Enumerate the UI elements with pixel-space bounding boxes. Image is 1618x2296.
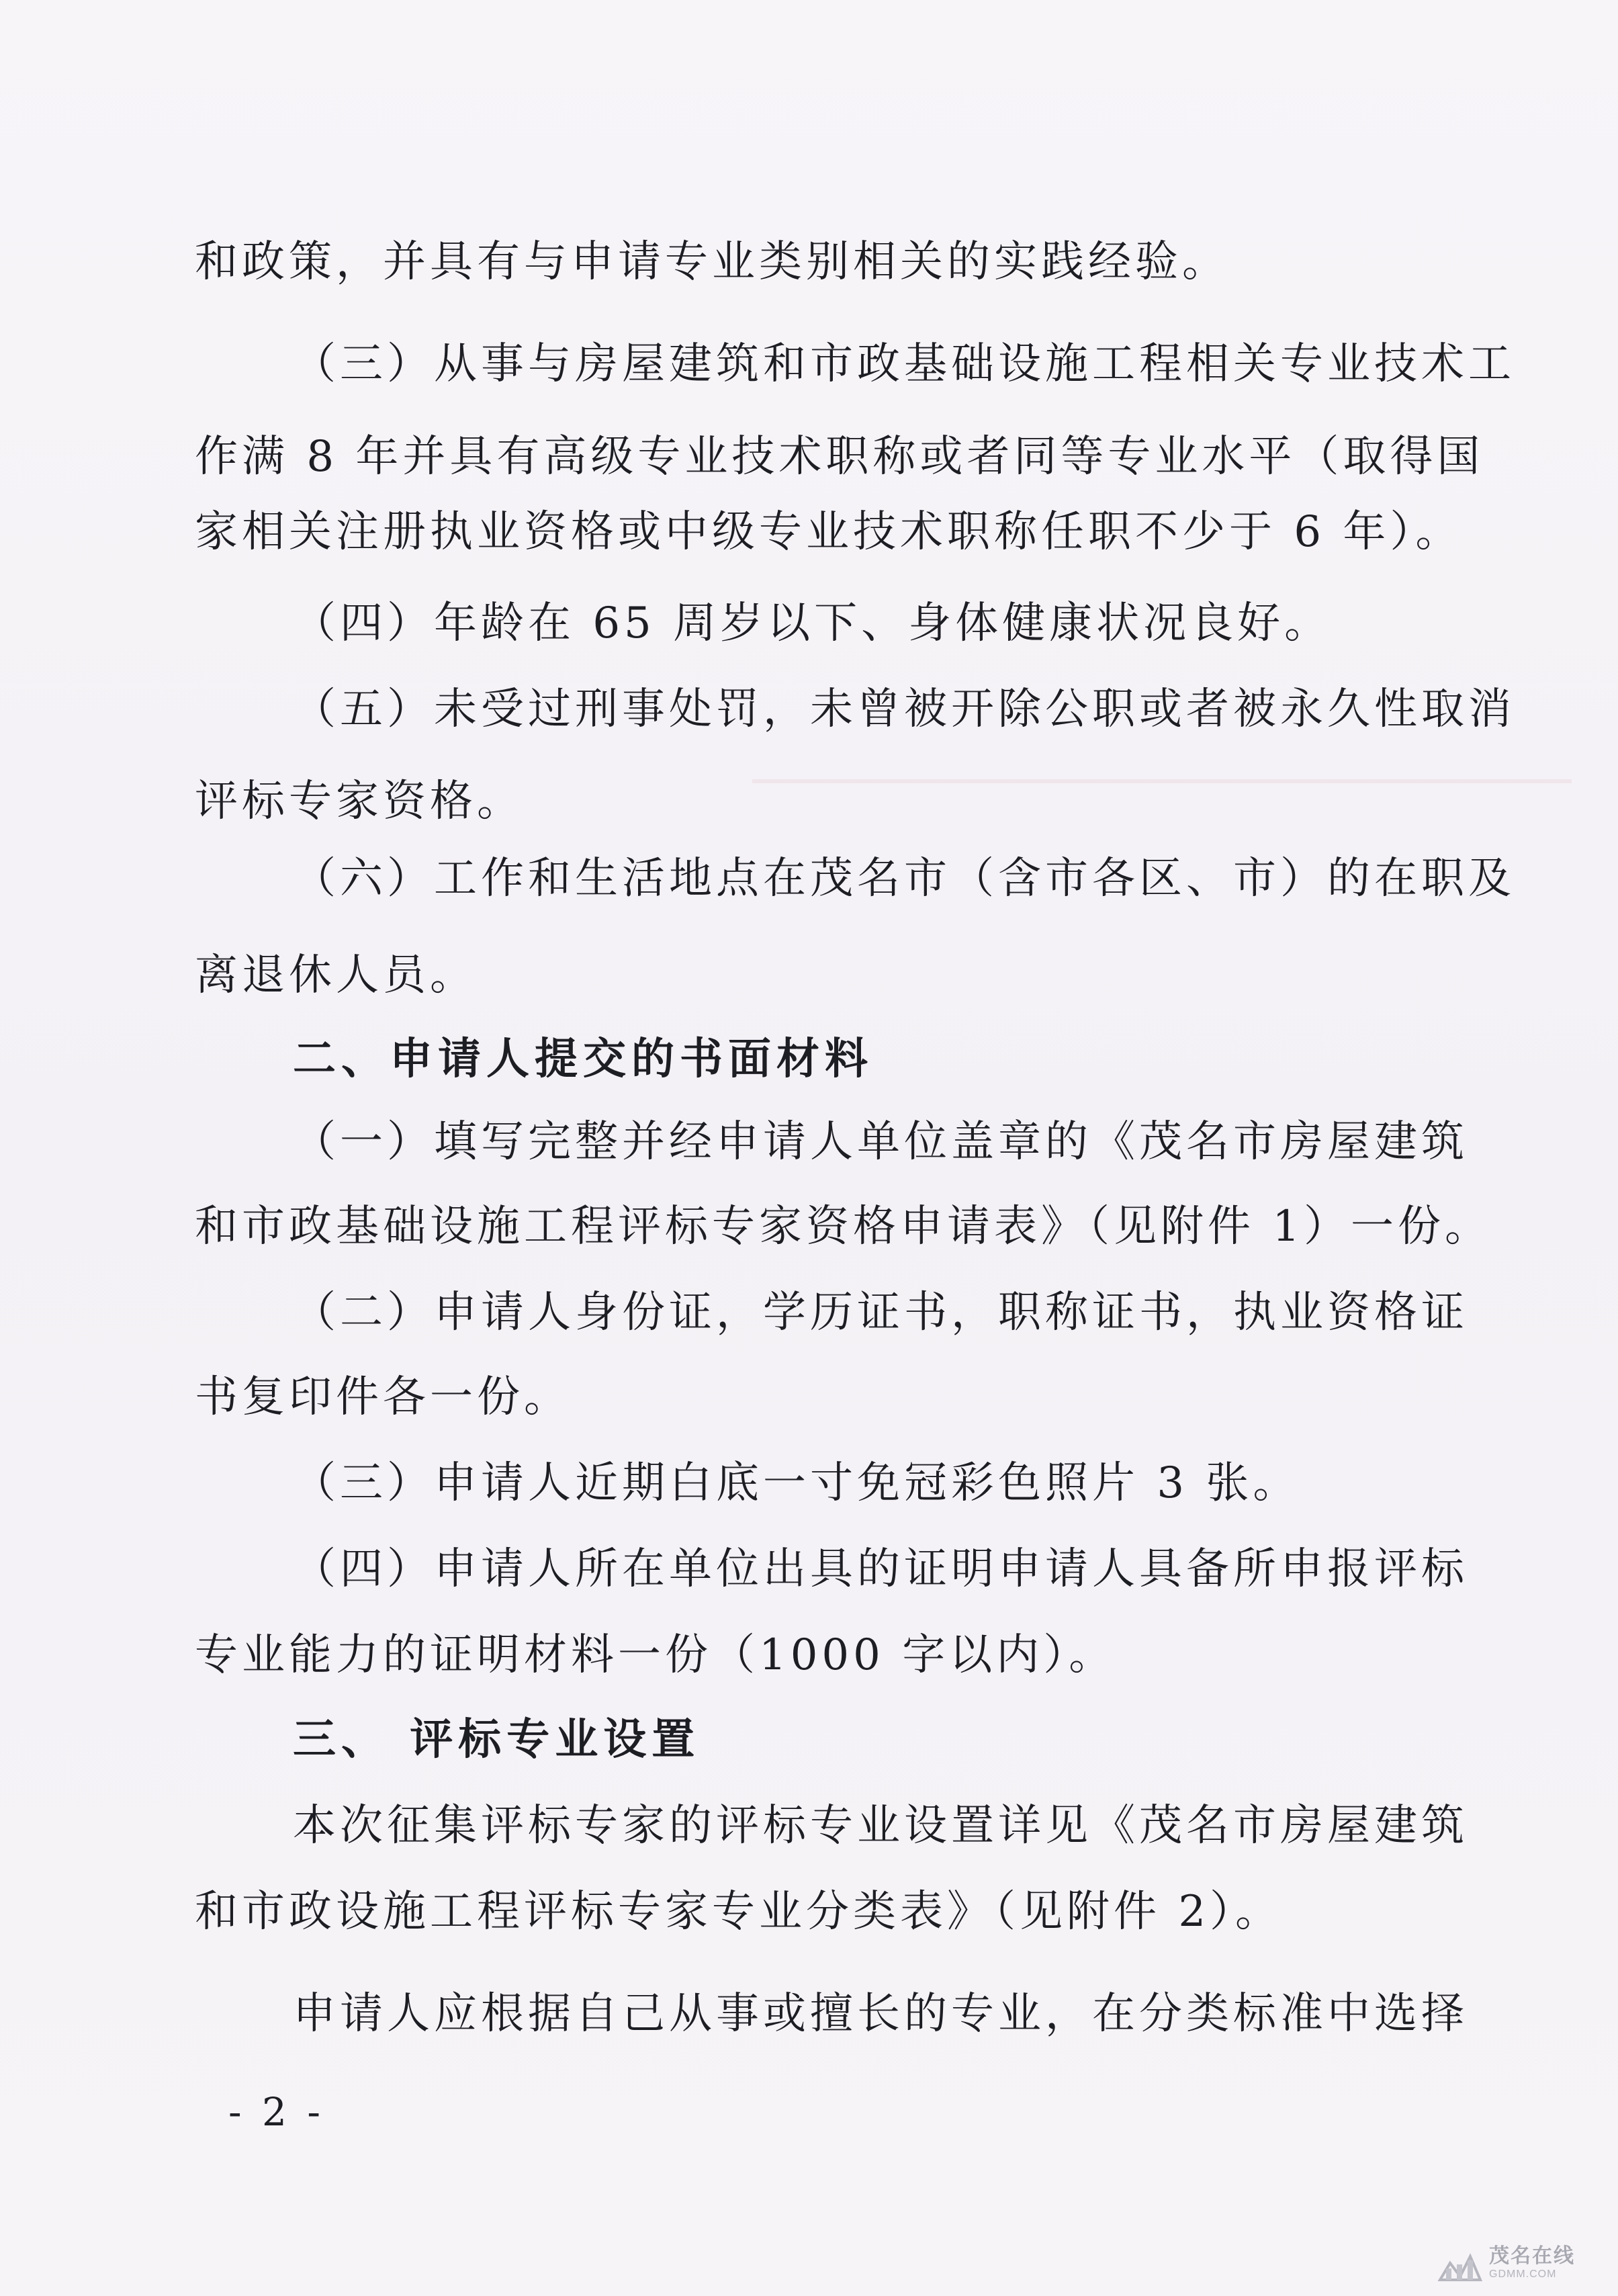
body-line-11: （一）填写完整并经申请人单位盖章的《茂名市房屋建筑 <box>293 1117 1468 1167</box>
watermark-logo-icon <box>1437 2243 1484 2283</box>
site-watermark <box>1437 2237 1591 2289</box>
watermark-site-name: 茂名在线 <box>1489 2244 1575 2268</box>
body-line-16: （四）申请人所在单位出具的证明申请人具备所申报评标 <box>293 1544 1468 1594</box>
section-heading-2: 二、申请人提交的书面材料 <box>293 1034 873 1084</box>
body-line-5: （四）年龄在 65 周岁以下、身体健康状况良好。 <box>293 599 1332 648</box>
body-line-8: （六）工作和生活地点在茂名市（含市各区、市）的在职及 <box>293 854 1515 903</box>
watermark-site-url: GDMM.COM <box>1489 2268 1557 2280</box>
body-line-3: 作满 8 年并具有高级专业技术职称或者同等专业水平（取得国 <box>195 432 1484 482</box>
body-line-17: 专业能力的证明材料一份（1000 字以内）。 <box>195 1630 1116 1680</box>
body-line-15: （三）申请人近期白底一寸免冠彩色照片 3 张。 <box>293 1458 1300 1508</box>
body-line-7: 评标专家资格。 <box>195 777 524 826</box>
body-line-19: 本次征集评标专家的评标专业设置详见《茂名市房屋建筑 <box>293 1801 1468 1851</box>
body-line-21: 申请人应根据自己从事或擅长的专业，在分类标准中选择 <box>293 1989 1468 2039</box>
section-heading-3: 三、 评标专业设置 <box>293 1715 701 1765</box>
bleed-through-rule <box>752 779 1572 783</box>
body-line-12: 和市政基础设施工程评标专家资格申请表》（见附件 1）一份。 <box>195 1202 1492 1251</box>
body-line-2: （三）从事与房屋建筑和市政基础设施工程相关专业技术工 <box>293 339 1515 389</box>
body-line-1: 和政策，并具有与申请专业类别相关的实践经验。 <box>195 237 1229 287</box>
body-line-6: （五）未受过刑事处罚，未曾被开除公职或者被永久性取消 <box>293 685 1515 734</box>
body-line-20: 和市政设施工程评标专家专业分类表》（见附件 2）。 <box>195 1887 1283 1937</box>
body-line-14: 书复印件各一份。 <box>195 1372 571 1422</box>
body-line-4: 家相关注册执业资格或中级专业技术职称任职不少于 6 年）。 <box>195 507 1463 557</box>
page-number: - 2 - <box>228 2089 324 2135</box>
body-line-13: （二）申请人身份证，学历证书，职称证书，执业资格证 <box>293 1288 1468 1337</box>
body-line-9: 离退休人员。 <box>195 951 477 1000</box>
